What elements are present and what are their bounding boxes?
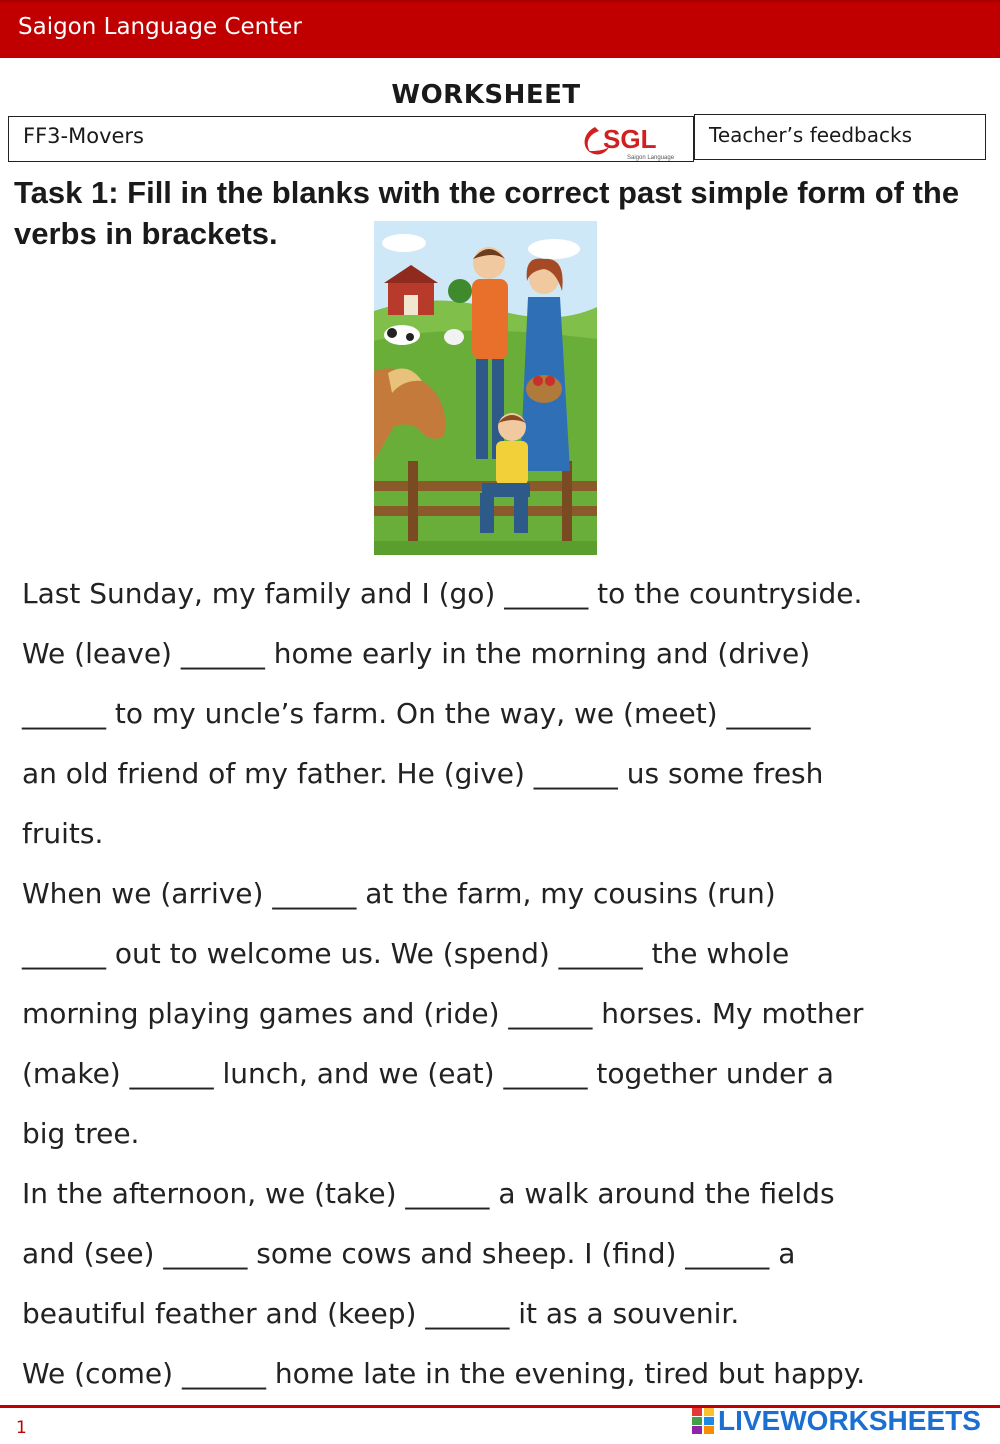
sgl-logo-subtext: Saigon Language: [627, 155, 675, 161]
farm-family-illustration: [374, 221, 597, 555]
passage-line: (make) ______ lunch, and we (eat) ______ together under a: [22, 1057, 834, 1090]
liveworksheets-brand: LIVEWORKSHEETS: [718, 1405, 981, 1436]
passage-line: ______ to my uncle’s farm. On the way, we (meet) ______: [22, 697, 811, 730]
sgl-logo: [581, 121, 689, 161]
class-box: [8, 116, 694, 162]
passage-line: an old friend of my father. He (give) ______ us some fresh: [22, 757, 824, 790]
class-code: FF3-Movers: [23, 124, 144, 148]
worksheet-title: WORKSHEET: [391, 80, 581, 110]
passage-line: and (see) ______ some cows and sheep. I (find) ______ a: [22, 1237, 796, 1270]
passage-line: In the afternoon, we (take) ______ a walk around the fields: [22, 1177, 835, 1210]
passage-line: When we (arrive) ______ at the farm, my cousins (run): [22, 877, 776, 910]
liveworksheets-logo[interactable]: [692, 1406, 981, 1436]
task-title: Task 1: Fill in the blanks with the correct past simple form of the verbs in brackets.: [14, 175, 960, 251]
liveworksheets-icon: [692, 1408, 714, 1434]
passage-line: Last Sunday, my family and I (go) ______ to the countryside.: [22, 577, 863, 610]
teacher-feedback-box[interactable]: [694, 114, 986, 160]
passage-line: big tree.: [22, 1117, 140, 1150]
page-number: 1: [16, 1418, 27, 1438]
passage-line: morning playing games and (ride) ______ horses. My mother: [22, 997, 864, 1030]
passage-line: We (leave) ______ home early in the morning and (drive): [22, 637, 811, 670]
teacher-feedback-label: Teacher’s feedbacks: [709, 123, 913, 147]
passage-line: We (come) ______ home late in the evening, tired but happy.: [22, 1357, 866, 1390]
header-bar: [0, 0, 1000, 58]
fill-in-passage: [22, 564, 997, 1404]
passage-line: beautiful feather and (keep) ______ it as a souvenir.: [22, 1297, 740, 1330]
sgl-logo-text: SGL: [603, 124, 657, 154]
passage-line: ______ out to welcome us. We (spend) ______ the whole: [22, 937, 790, 970]
school-name: Saigon Language Center: [18, 14, 302, 40]
passage-line: fruits.: [22, 817, 104, 850]
